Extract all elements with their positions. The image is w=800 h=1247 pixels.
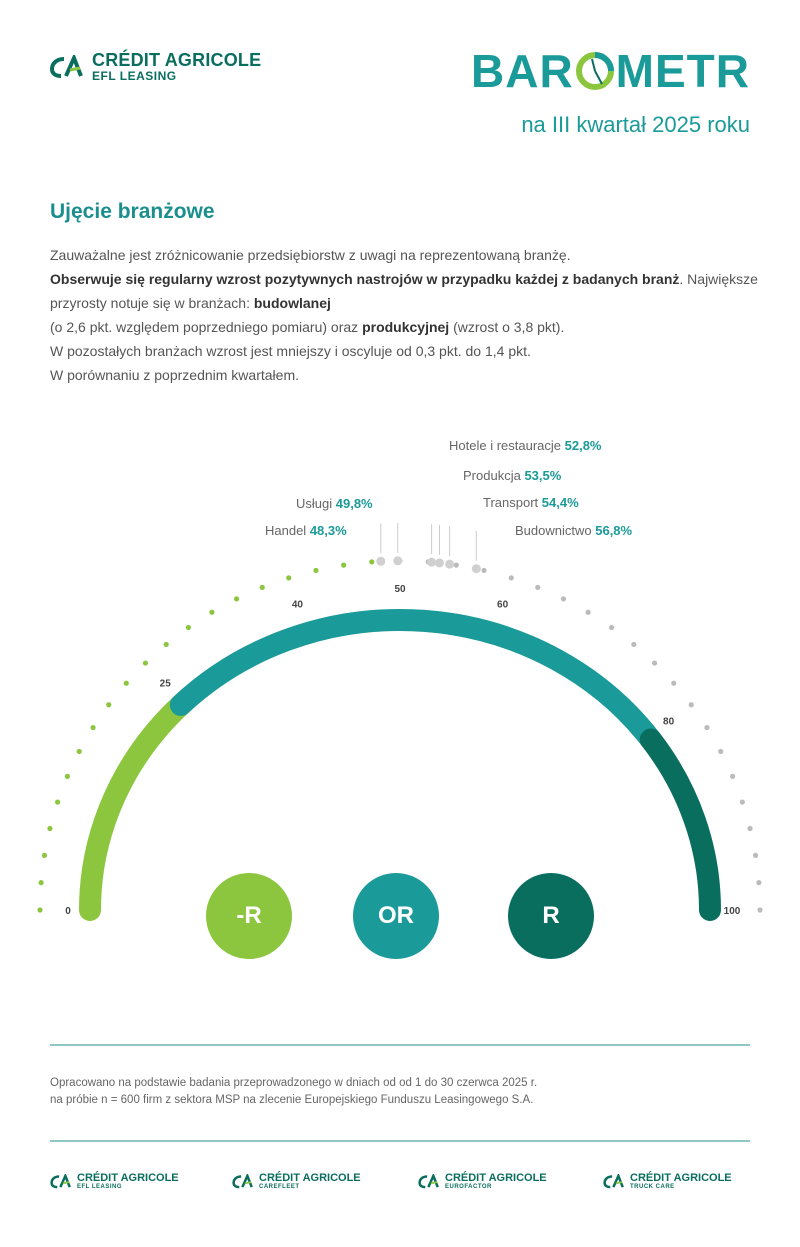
series-value: 54,4%	[541, 495, 579, 510]
para-line-4: W pozostałych branżach wzrost jest mniejszy i oscyluje od 0,3 pkt. do 1,4 pkt.	[50, 343, 531, 359]
gauge-dot	[704, 725, 709, 730]
gauge-tick-label: 100	[723, 906, 741, 917]
gauge-dot	[124, 681, 129, 686]
gauge-dot	[37, 907, 42, 912]
series-marker	[445, 560, 454, 569]
callout-uslugi	[296, 496, 373, 511]
credit-agricole-icon	[50, 1174, 72, 1189]
credit-agricole-icon	[50, 55, 84, 79]
gauge-tick-label: 40	[291, 599, 303, 611]
gauge-dot	[481, 568, 486, 573]
brand-logo	[50, 50, 261, 83]
gauge-dot	[718, 749, 723, 754]
brand-subname: EFL LEASING	[92, 69, 177, 83]
gauge-dot	[561, 596, 566, 601]
callout-transport	[483, 495, 579, 510]
gauge-dot	[42, 853, 47, 858]
para-text-4: (wzrost o 3,8 pkt).	[449, 319, 565, 335]
gauge-dot	[757, 907, 762, 912]
footer-brand-name: CRÉDIT AGRICOLE	[630, 1172, 732, 1184]
gauge-dot	[77, 749, 82, 754]
title-right: METR	[615, 45, 750, 97]
para-line-5: W porównaniu z poprzednim kwartałem.	[50, 367, 299, 383]
footer-brand-eurofactor	[418, 1172, 547, 1190]
gauge-dot	[631, 642, 636, 647]
zone-circle-or: OR	[353, 873, 439, 959]
series-name: Budownictwo	[515, 523, 592, 538]
footer-brand-sub: EFL LEASING	[77, 1184, 123, 1190]
gauge-dot	[260, 585, 265, 590]
gauge-tick-label: 60	[497, 599, 509, 611]
callout-produkcja	[463, 468, 561, 483]
gauge-dot	[671, 681, 676, 686]
brand-name: CRÉDIT AGRICOLE	[92, 50, 262, 70]
gauge-dot	[740, 799, 745, 804]
para-text-2: . Największe przyrosty notuje się w branżach:	[50, 271, 758, 311]
gauge-dot	[753, 853, 758, 858]
footer-brand-name: CRÉDIT AGRICOLE	[445, 1172, 547, 1184]
series-marker	[376, 557, 385, 566]
zone-circle-minus-r: -R	[206, 873, 292, 959]
gauge-dot	[535, 585, 540, 590]
gauge-dot	[106, 702, 111, 707]
gauge-dot	[341, 562, 346, 567]
footer-brand-sub: TRUCK CARE	[630, 1184, 675, 1190]
gauge-tick-label: 25	[159, 678, 171, 690]
gauge-dot	[585, 610, 590, 615]
series-name: Usługi	[296, 496, 333, 511]
gauge-dot	[689, 702, 694, 707]
footer-brand-sub: CAREFLEET	[259, 1184, 300, 1190]
divider-bottom	[50, 1140, 750, 1142]
footnote-line-1: Opracowano na podstawie badania przeprowadzonego w dniach od od 1 do 30 czerwca 2025 r.	[50, 1077, 538, 1089]
footer-brand-carefleet	[232, 1172, 361, 1190]
para-line-1: Zauważalne jest zróżnicowanie przedsiębiorstw z uwagi na reprezentowaną branżę.	[50, 247, 571, 263]
series-value: 52,8%	[564, 438, 602, 453]
gauge-dot	[652, 660, 657, 665]
footnote-line-2: na próbie n = 600 firm z sektora MSP na zlecenie Europejskiego Funduszu Leasingowego S.A.	[50, 1094, 534, 1106]
footer-brand-truckcare	[603, 1172, 732, 1190]
series-value: 56,8%	[595, 523, 633, 538]
gauge-dot	[313, 568, 318, 573]
gauge-dot	[756, 880, 761, 885]
series-name: Handel	[265, 523, 307, 538]
series-value: 48,3%	[309, 523, 347, 538]
footer-brand-name: CRÉDIT AGRICOLE	[77, 1172, 179, 1184]
zone-circle-r: R	[508, 873, 594, 959]
footer-brand-name: CRÉDIT AGRICOLE	[259, 1172, 361, 1184]
series-marker	[427, 558, 436, 567]
gauge-chart	[0, 420, 800, 940]
gauge-dot	[369, 559, 374, 564]
gauge-dot	[164, 642, 169, 647]
gauge-dot	[186, 625, 191, 630]
series-value: 53,5%	[524, 468, 562, 483]
para-bold-1: Obserwuje się regularny wzrost pozytywnych nastrojów w przypadku każdej z badanych branż	[50, 271, 680, 287]
gauge-tick-label: 50	[394, 583, 406, 595]
gauge-dot	[55, 799, 60, 804]
gauge-dot	[730, 774, 735, 779]
title-left: BAR	[471, 45, 574, 97]
barometr-title	[471, 44, 750, 98]
gauge-dot	[234, 596, 239, 601]
series-name: Hotele i restauracje	[449, 438, 561, 453]
series-name: Transport	[483, 495, 539, 510]
credit-agricole-icon	[232, 1174, 254, 1189]
gauge-zone-arc	[181, 620, 651, 740]
callout-budownictwo	[515, 523, 632, 538]
gauge-tick-label: 80	[663, 716, 675, 728]
gauge-zone-arc	[90, 705, 181, 910]
callout-handel	[265, 523, 347, 538]
series-marker	[393, 556, 402, 565]
footer-brand-efl	[50, 1172, 179, 1190]
gauge-dot	[209, 610, 214, 615]
gauge-dot	[286, 575, 291, 580]
footer-brand-sub: EUROFACTOR	[445, 1184, 492, 1190]
series-name: Produkcja	[463, 468, 521, 483]
para-bold-3: produkcyjnej	[362, 319, 450, 335]
credit-agricole-icon	[603, 1174, 625, 1189]
gauge-dot	[90, 725, 95, 730]
series-value: 49,8%	[335, 496, 373, 511]
gauge-dot	[454, 562, 459, 567]
divider-top	[50, 1044, 750, 1046]
section-title: Ujęcie branżowe	[50, 200, 215, 223]
para-bold-2: budowlanej	[253, 295, 331, 311]
series-marker	[435, 558, 444, 567]
footnote	[50, 1075, 750, 1109]
gauge-dot	[609, 625, 614, 630]
callout-hotele	[449, 438, 602, 453]
gauge-dot	[65, 774, 70, 779]
gauge-dot	[47, 826, 52, 831]
gauge-zone-arc	[651, 740, 710, 910]
gauge-dot	[143, 660, 148, 665]
gauge-tick-label: 0	[65, 906, 71, 917]
barometer-dial-icon	[575, 51, 615, 91]
gauge-dot	[509, 575, 514, 580]
series-marker	[472, 564, 481, 573]
section-paragraph	[50, 243, 760, 387]
credit-agricole-icon	[418, 1174, 440, 1189]
para-text-3: (o 2,6 pkt. względem poprzedniego pomiaru) oraz	[50, 319, 363, 335]
gauge-dot	[39, 880, 44, 885]
subtitle: na III kwartał 2025 roku	[521, 112, 750, 137]
gauge-dot	[747, 826, 752, 831]
